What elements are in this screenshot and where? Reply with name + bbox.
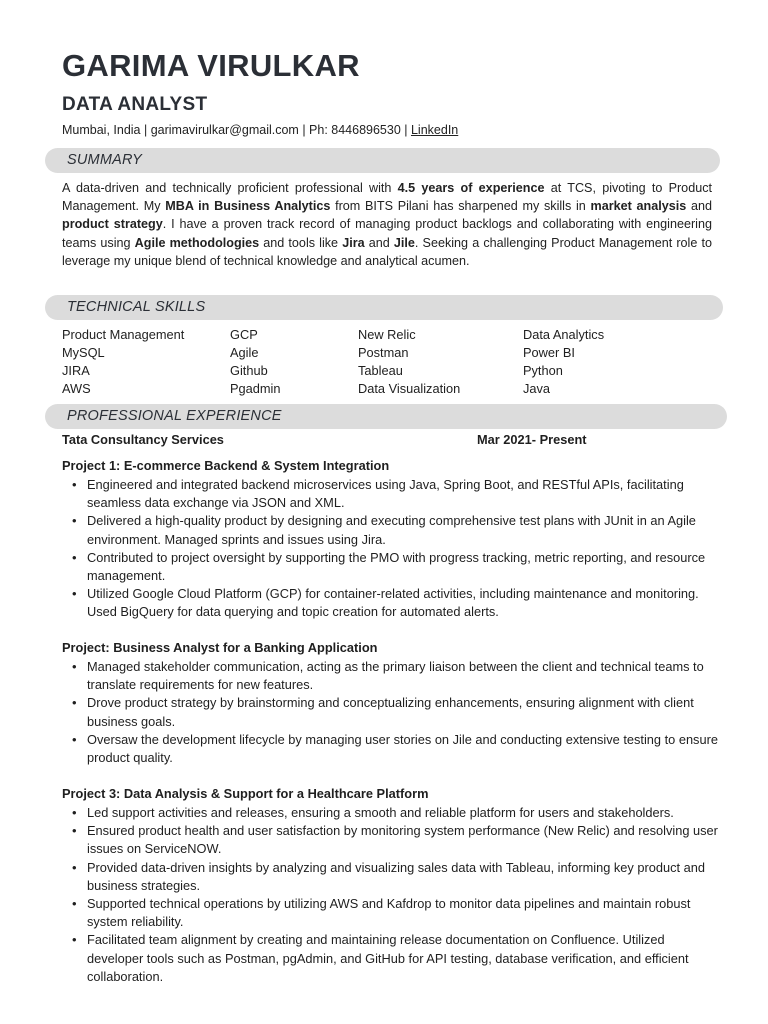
skills-column-4 bbox=[523, 326, 604, 398]
experience-section-header bbox=[45, 404, 727, 429]
skill-item: Java bbox=[523, 381, 551, 396]
project-bullet: • Facilitated team alignment by creating and maintaining release documentation on Confluence. Utilized developer tools such as Postman, pgAdmin, and GitHub for API testing, database verification, and efficient collaboration. bbox=[62, 931, 722, 986]
job-title: DATA ANALYST bbox=[62, 94, 208, 115]
project-bullet: • Ensured product health and user satisfaction by monitoring system performance (New Relic) and resolving user issues on ServiceNOW. bbox=[62, 822, 722, 858]
skills-section-header bbox=[45, 295, 723, 320]
project-bullet: • Delivered a high-quality product by designing and executing comprehensive test plans with JUnit in an Agile environment. Managed sprints and issues using Jira. bbox=[62, 512, 722, 548]
skills-column-1 bbox=[62, 326, 184, 398]
skill-item: GCP bbox=[230, 327, 258, 342]
skill-item: New Relic bbox=[358, 327, 416, 342]
employer-row bbox=[62, 432, 712, 447]
project-bullet: • Supported technical operations by utilizing AWS and Kafdrop to monitor data pipelines and maintain robust system reliability. bbox=[62, 895, 722, 931]
linkedin-link[interactable]: LinkedIn bbox=[410, 123, 459, 137]
skills-heading: TECHNICAL SKILLS bbox=[67, 299, 206, 315]
project-bullet: • Engineered and integrated backend microservices using Java, Spring Boot, and RESTful APIs, facilitating seamless data exchange via JSON and XML. bbox=[62, 476, 722, 512]
summary-paragraph: A data-driven and technically proficient professional with 4.5 years of experience at TCS, pivoting to Product Management. My MBA in Business Analytics from BITS Pilani has sharpened my skills in market analysis and product strategy. I have a proven track record of managing product backlogs and collaborating with engineering teams using Agile methodologies and tools like Jira and Jile. Seeking a challenging Product Management role to leverage my unique blend of technical knowledge and analytical acumen. bbox=[62, 181, 713, 268]
skill-item: Agile bbox=[230, 345, 259, 360]
project-title: Project: Business Analyst for a Banking Application bbox=[62, 640, 378, 655]
project-title: Project 1: E-commerce Backend & System Integration bbox=[62, 458, 390, 473]
project-bullet: • Managed stakeholder communication, acting as the primary liaison between the client and technical teams to translate requirements for new features. bbox=[62, 658, 722, 694]
company-name: Tata Consultancy Services bbox=[62, 432, 224, 447]
project-bullet: • Provided data-driven insights by analyzing and visualizing sales data with Tableau, informing key product and business strategies. bbox=[62, 859, 722, 895]
project-block bbox=[62, 639, 722, 767]
skill-item: Postman bbox=[358, 345, 409, 360]
project-bullet: • Oversaw the development lifecycle by managing user stories on Jile and conducting extensive testing to ensure product quality. bbox=[62, 731, 722, 767]
skill-item: Github bbox=[230, 363, 268, 378]
skills-column-3 bbox=[358, 326, 460, 398]
project-block bbox=[62, 457, 722, 622]
skill-item: JIRA bbox=[62, 363, 90, 378]
skill-item: Pgadmin bbox=[230, 381, 281, 396]
project-title: Project 3: Data Analysis & Support for a Healthcare Platform bbox=[62, 786, 429, 801]
project-block bbox=[62, 785, 722, 986]
summary-section-header bbox=[45, 148, 720, 173]
skills-column-2 bbox=[230, 326, 281, 398]
employment-dates: Mar 2021- Present bbox=[477, 432, 587, 447]
skill-item: Tableau bbox=[358, 363, 403, 378]
project-bullet: • Contributed to project oversight by supporting the PMO with progress tracking, metric reporting, and resource management. bbox=[62, 549, 722, 585]
skill-item: Data Visualization bbox=[358, 381, 461, 396]
skill-item: Python bbox=[523, 363, 563, 378]
project-bullet: • Drove product strategy by brainstorming and conceptualizing enhancements, ensuring alignment with client business goals. bbox=[62, 694, 722, 730]
summary-heading: SUMMARY bbox=[67, 152, 142, 168]
skill-item: Data Analytics bbox=[523, 327, 605, 342]
skill-item: Power BI bbox=[523, 345, 575, 360]
skill-item: Product Management bbox=[62, 327, 185, 342]
skill-item: AWS bbox=[62, 381, 91, 396]
contact-details: Mumbai, India | garimavirulkar@gmail.com | Ph: 8446896530 | bbox=[62, 123, 411, 137]
project-bullet: • Led support activities and releases, ensuring a smooth and reliable platform for users and stakeholders. bbox=[62, 804, 722, 822]
skill-item: MySQL bbox=[62, 345, 105, 360]
candidate-name: GARIMA VIRULKAR bbox=[62, 48, 360, 83]
experience-heading: PROFESSIONAL EXPERIENCE bbox=[67, 408, 282, 424]
project-bullet: • Utilized Google Cloud Platform (GCP) for container-related activities, including maintenance and monitoring. Used BigQuery for data querying and topic creation for automated alerts. bbox=[62, 585, 722, 621]
contact-line bbox=[62, 123, 458, 137]
